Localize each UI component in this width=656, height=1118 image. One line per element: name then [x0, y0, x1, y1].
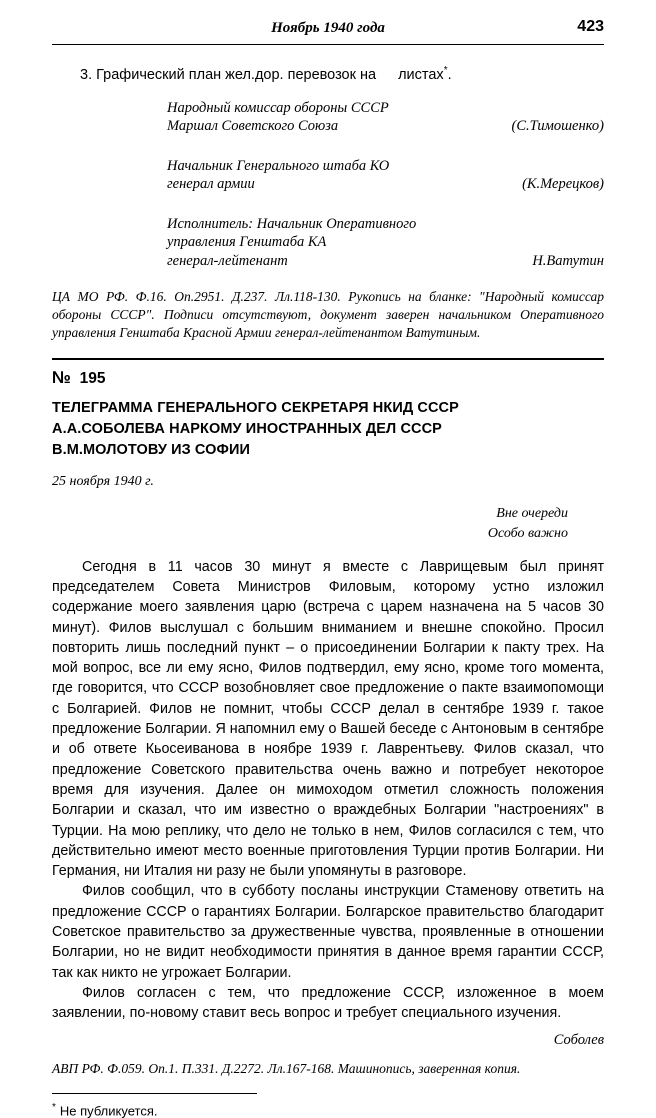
- document-title-line2: А.А.СОБОЛЕВА НАРКОМУ ИНОСТРАННЫХ ДЕЛ СССР: [52, 420, 442, 437]
- signature-name-meretskov: (К.Мерецков): [522, 176, 604, 193]
- signature-block: [52, 99, 604, 270]
- signature-role-line1: Начальник Генерального штаба КО: [167, 158, 390, 175]
- body-paragraph-1: Сегодня в 11 часов 30 минут я вместе с Лаврищевым был принят председателем Совета Министров Филовым, которому устно изложил содержание моего заявления царю (встреча с царем назначена на 5 часов 30 минут). Филов выслушал с большим вниманием и внешне спокойно. Просил повторить лишь последний пункт – о присоединении Болгарии к пакту трех. На мой вопрос, все ли ему ясно, Филов подтвердил, ему ясно, кроме того момента, где говорится, что СССР возобновляет свое предложение о пакте взаимопомощи с Болгарией. Филов не помнит, чтобы СССР делал в сентябре 1939 г. такое предложение Болгарии. Я напомнил ему о Вашей беседе с Антоновым в сентябре и об ответе Кьосеиванова в ноябре 1939 г. Лаврентьеву. Филов сказал, что предложение Советского правительства очень важно и потребует некоторое время для изучения. Далее он мимоходом отметил сложность положения Болгарии и сказал, что им известно о враждебных Болгарии "настроениях" в Турции. На мою реплику, что дело не только в нем, Филов согласился с тем, что действительно имеют место военные приготовления Турции против Болгарии. Ни Германия, ни Италия ни разу не были упомянуты в разговоре.: [52, 558, 604, 880]
- signature-role-line2: управления Генштаба КА: [167, 234, 327, 251]
- document-date: 25 ноября 1940 г.: [52, 474, 154, 490]
- document-title: [52, 398, 604, 460]
- signature-name-timoshenko: (С.Тимошенко): [511, 117, 604, 134]
- urgency-notes: [52, 504, 604, 545]
- number-value: 195: [79, 370, 106, 388]
- running-head-title: Ноябрь 1940 года: [271, 20, 385, 36]
- footnote: [52, 1102, 604, 1118]
- list-item-3-text: 3. Графический план жел.дор. перевозок на: [80, 66, 377, 83]
- list-item-3-end: листах: [398, 66, 444, 83]
- document-title-line3: В.М.МОЛОТОВУ ИЗ СОФИИ: [52, 441, 251, 458]
- document-separator: [52, 358, 604, 360]
- footnote-marker: *: [443, 65, 448, 76]
- signature-row-vatutin: [52, 215, 604, 269]
- document-number: [52, 368, 604, 388]
- body-paragraph-3: Филов согласен с тем, что предложение СССР, изложенное в моем заявлении, по-новому ставит весь вопрос и требует специального изучения.: [52, 984, 604, 1022]
- signature-role-line1: Народный комиссар обороны СССР: [167, 99, 389, 116]
- footnote-star-marker: *: [52, 1101, 56, 1113]
- archive-reference-current-doc: АВП РФ. Ф.059. Оп.1. П.331. Д.2272. Лл.167-168. Машинопись, заверенная копия.: [52, 1060, 521, 1076]
- footnote-text: Не публикуется.: [59, 1102, 158, 1118]
- page-number: 423: [577, 18, 604, 35]
- urgency-line-2: Особо важно: [487, 526, 568, 542]
- list-item-3: 3. Графический план жел.дор. перевозок на листах*.: [80, 65, 452, 83]
- page-header: [52, 0, 604, 44]
- signature-row-meretskov: [52, 157, 604, 193]
- document-title-line1: ТЕЛЕГРАММА ГЕНЕРАЛЬНОГО СЕКРЕТАРЯ НКИД СССР: [52, 400, 459, 417]
- footnote-divider: [52, 1093, 257, 1094]
- signature-role-line3: генерал-лейтенант: [167, 252, 288, 269]
- body-paragraph-2: Филов сообщил, что в субботу посланы инструкции Стаменову ответить на предложение СССР о гарантиях Болгарии. Болгарское правительство благодарит Советское правительство за дружественные чувства, проявленные в отношении Болгарии, но не видит необходимости принятия в данное время гарантии СССР, так как никто не угрожает Болгарии.: [52, 883, 604, 981]
- document-signature: Соболев: [553, 1031, 604, 1048]
- signature-row-timoshenko: [52, 99, 604, 135]
- signature-role-line2: Маршал Советского Союза: [167, 117, 339, 134]
- archive-reference-previous-doc: ЦА МО РФ. Ф.16. Оп.2951. Д.237. Лл.118-130. Рукопись на бланке: "Народный комиссар обороны СССР". Подписи отсутствуют, документ заверен начальником Оперативного управления Генштаба Красной Армии генерал-лейтенантом Ватутиным.: [52, 288, 604, 341]
- signature-role-line1: Исполнитель: Начальник Оперативного: [167, 216, 417, 233]
- urgency-line-1: Вне очереди: [496, 506, 568, 522]
- signature-name-vatutin: Н.Ватутин: [532, 252, 604, 269]
- number-sign: №: [52, 368, 71, 388]
- document-body: [52, 557, 604, 1024]
- header-divider: [52, 44, 604, 45]
- signature-role-line2: генерал армии: [167, 176, 255, 193]
